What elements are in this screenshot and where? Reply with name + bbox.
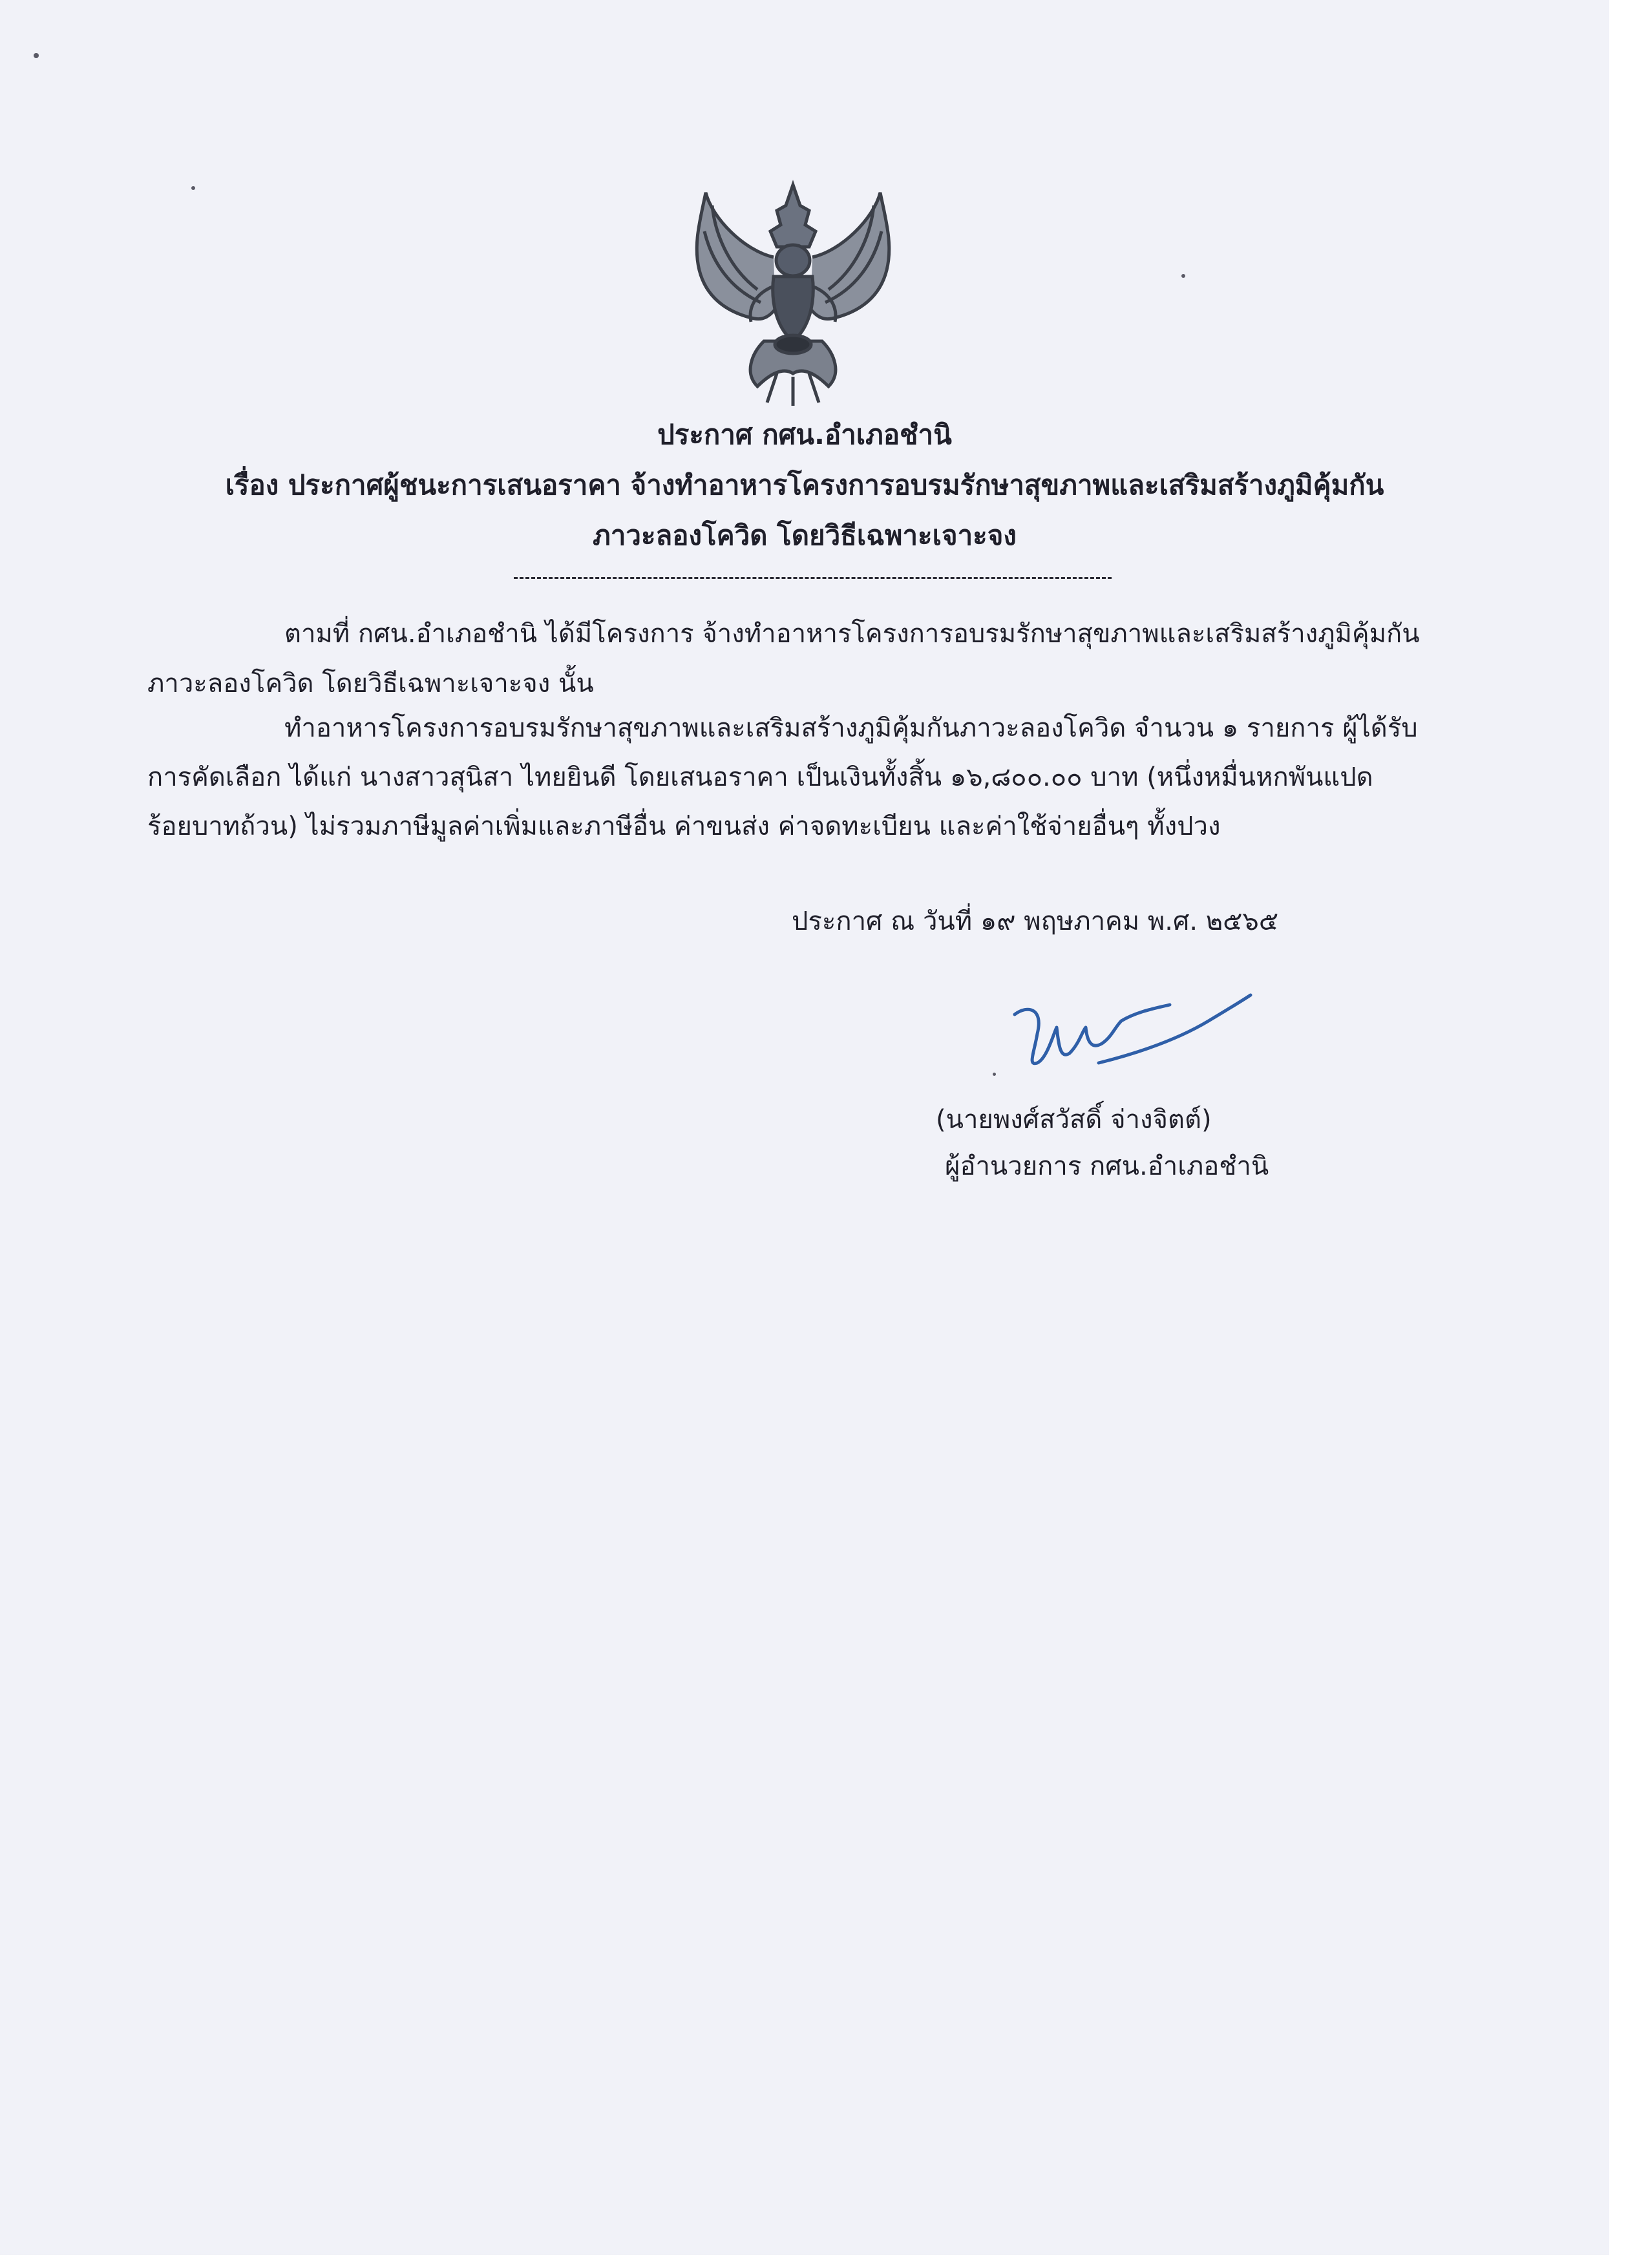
scan-margin [1609,0,1648,2268]
scan-speck [191,186,195,190]
scan-speck [34,53,39,58]
announcement-title: ประกาศ กศน.อำเภอชำนิ [657,419,952,450]
paragraph2-line2: การคัดเลือก ได้แก่ นางสาวสุนิสา ไทยยินดี โดยเสนอราคา เป็นเงินทั้งสิ้น ๑๖,๘๐๐.๐๐ บาท (หนึ่งหมื่นหกพันแปด [147,762,1373,792]
paragraph1-line1: ตามที่ กศน.อำเภอชำนิ ได้มีโครงการ จ้างทำอาหารโครงการอบรมรักษาสุขภาพและเสริมสร้างภูมิคุ้มกัน [284,619,1420,649]
announcement-date: ประกาศ ณ วันที่ ๑๙ พฤษภาคม พ.ศ. ๒๕๖๕ [792,907,1279,936]
paragraph1-line2: ภาวะลองโควิด โดยวิธีเฉพาะเจาะจง นั้น [147,669,594,698]
signer-title: ผู้อำนวยการ กศน.อำเภอชำนิ [945,1151,1269,1181]
signer-name: (นายพงศ์สวัสดิ์ จ่างจิตต์) [936,1105,1212,1135]
scan-speck [993,1073,996,1076]
announcement-subject-line2: ภาวะลองโควิด โดยวิธีเฉพาะเจาะจง [593,520,1017,551]
scan-speck [1181,274,1185,278]
paragraph2-line1: ทำอาหารโครงการอบรมรักษาสุขภาพและเสริมสร้างภูมิคุ้มกันภาวะลองโควิด จำนวน ๑ รายการ ผู้ได้รับ [284,713,1418,743]
header-divider [514,577,1112,579]
announcement-subject-line1: เรื่อง ประกาศผู้ชนะการเสนอราคา จ้างทำอาหารโครงการอบรมรักษาสุขภาพและเสริมสร้างภูมิคุ้มกัน [225,469,1384,501]
paragraph2-line3: ร้อยบาทถ้วน) ไม่รวมภาษีมูลค่าเพิ่มและภาษีอื่น ค่าขนส่ง ค่าจดทะเบียน และค่าใช้จ่ายอื่นๆ ทั้งปวง [147,812,1221,841]
garuda-emblem-icon [686,180,900,408]
handwritten-signature [1008,982,1267,1086]
